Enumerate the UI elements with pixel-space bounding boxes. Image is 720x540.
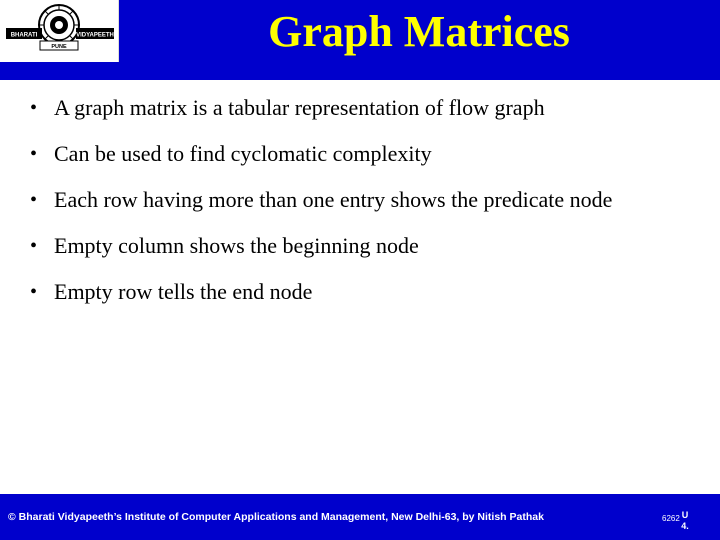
bullet-item bbox=[30, 93, 612, 139]
header-band bbox=[0, 0, 720, 80]
bullet-item bbox=[30, 277, 612, 323]
bullet-icon: • bbox=[30, 189, 38, 211]
logo-text-bottom: PUNE bbox=[51, 44, 67, 50]
bullet-icon: • bbox=[30, 235, 38, 257]
bullet-text: Empty row tells the end node bbox=[54, 279, 313, 304]
bullet-icon: • bbox=[30, 97, 38, 119]
slide-number: U 4. bbox=[681, 510, 689, 531]
emblem-icon bbox=[2, 2, 116, 60]
slide-code: 6262 bbox=[662, 514, 680, 523]
bullet-text: Can be used to find cyclomatic complexity bbox=[54, 141, 432, 166]
logo bbox=[0, 0, 119, 62]
slide-title: Graph Matrices bbox=[268, 7, 570, 56]
bullet-text: Empty column shows the beginning node bbox=[54, 233, 419, 258]
bullet-icon: • bbox=[30, 281, 38, 303]
bullet-text: A graph matrix is a tabular representation of flow graph bbox=[54, 95, 545, 120]
logo-text-left: BHARATI bbox=[10, 32, 38, 39]
bullet-icon: • bbox=[30, 143, 38, 165]
bullet-item bbox=[30, 231, 612, 277]
bullet-list bbox=[30, 93, 612, 323]
footer-band bbox=[0, 494, 720, 540]
logo-text-right: VIDYAPEETH bbox=[76, 32, 114, 39]
footer-credit: © Bharati Vidyapeeth’s Institute of Computer Applications and Management, New Delhi-63, by Nitish Pathak bbox=[8, 511, 544, 523]
bullet-item bbox=[30, 185, 612, 231]
bullet-item bbox=[30, 139, 612, 185]
bullet-text: Each row having more than one entry shows the predicate node bbox=[54, 187, 613, 212]
